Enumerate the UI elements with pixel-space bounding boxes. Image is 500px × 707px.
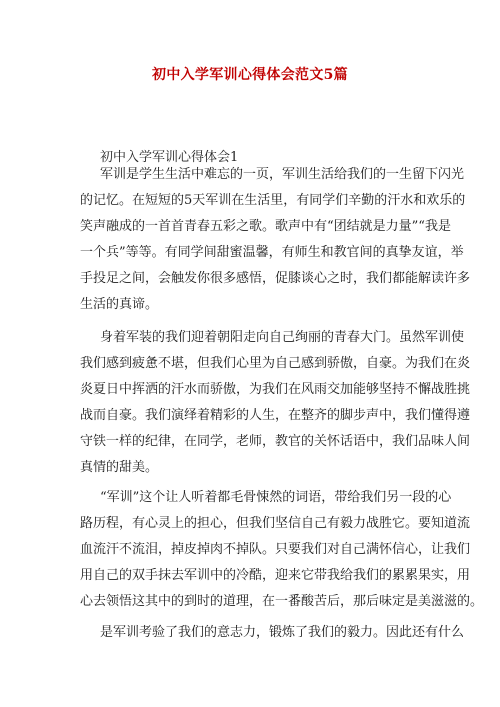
paragraph-line: “军训”这个让人听着都毛骨悚然的词语，带给我们另一段的心 <box>100 490 452 505</box>
paragraph-line: 生活的真谛。 <box>80 297 159 312</box>
paragraph-1 <box>80 162 471 318</box>
paragraph-line: 笑声融成的一首首青春五彩之歌。歌声中有“团结就是力量”“我是 <box>80 219 451 234</box>
paragraph-line: 军训是学生生活中难忘的一页，军训生活给我们的一生留下闪光 <box>100 167 465 182</box>
paragraph-line: 身着军装的我们迎着朝阳走向自己绚丽的青春大门。虽然军训使 <box>100 330 465 345</box>
paragraph-4 <box>80 620 465 646</box>
document-title: 初中入学军训心得体会范文5篇 <box>152 67 348 83</box>
paragraph-line: 一个兵”等等。有同学间甜蜜温馨，有师生和教官间的真挚友谊，举 <box>80 245 464 260</box>
paragraph-line: 手投足之间，会触发你很多感悟，促膝谈心之时，我们都能解读许多 <box>80 271 471 286</box>
paragraph-line: 炎夏日中挥洒的汗水而骄傲，为我们在风雨交加能够坚持不懈战胜挑 <box>80 382 471 397</box>
paragraph-line: 路历程，有心灵上的担心，但我们坚信自己有毅力战胜它。要知道流 <box>80 516 471 531</box>
paragraph-line: 血流汗不流泪，掉皮掉肉不掉队。只要我们对自己满怀信心，让我们 <box>80 542 471 557</box>
paragraph-line: 战而自豪。我们演绎着精彩的人生，在整齐的脚步声中，我们懂得遵 <box>80 408 471 423</box>
paragraph-line: 真情的甜美。 <box>80 460 159 475</box>
paragraph-line: 心去领悟这其中的到时的道理，在一番酸苦后，那后味定是美滋滋的。 <box>80 594 484 609</box>
paragraph-2 <box>80 325 471 481</box>
section-heading: 初中入学军训心得体会1 <box>100 150 239 165</box>
paragraph-line: 我们感到疲惫不堪，但我们心里为自己感到骄傲，自豪。为我们在炎 <box>80 356 471 371</box>
paragraph-line: 的记忆。在短短的5天军训在生活里，有同学们辛勤的汗水和欢乐的 <box>80 193 466 208</box>
paragraph-3 <box>80 485 484 615</box>
paragraph-line: 是军训考验了我们的意志力，锻炼了我们的毅力。因此还有什么 <box>100 625 465 640</box>
paragraph-line: 守铁一样的纪律，在同学，老师，教官的关怀话语中，我们品味人间 <box>80 434 471 449</box>
paragraph-line: 用自己的双手抹去军训中的冷酷，迎来它带我给我们的累累果实，用 <box>80 568 471 583</box>
